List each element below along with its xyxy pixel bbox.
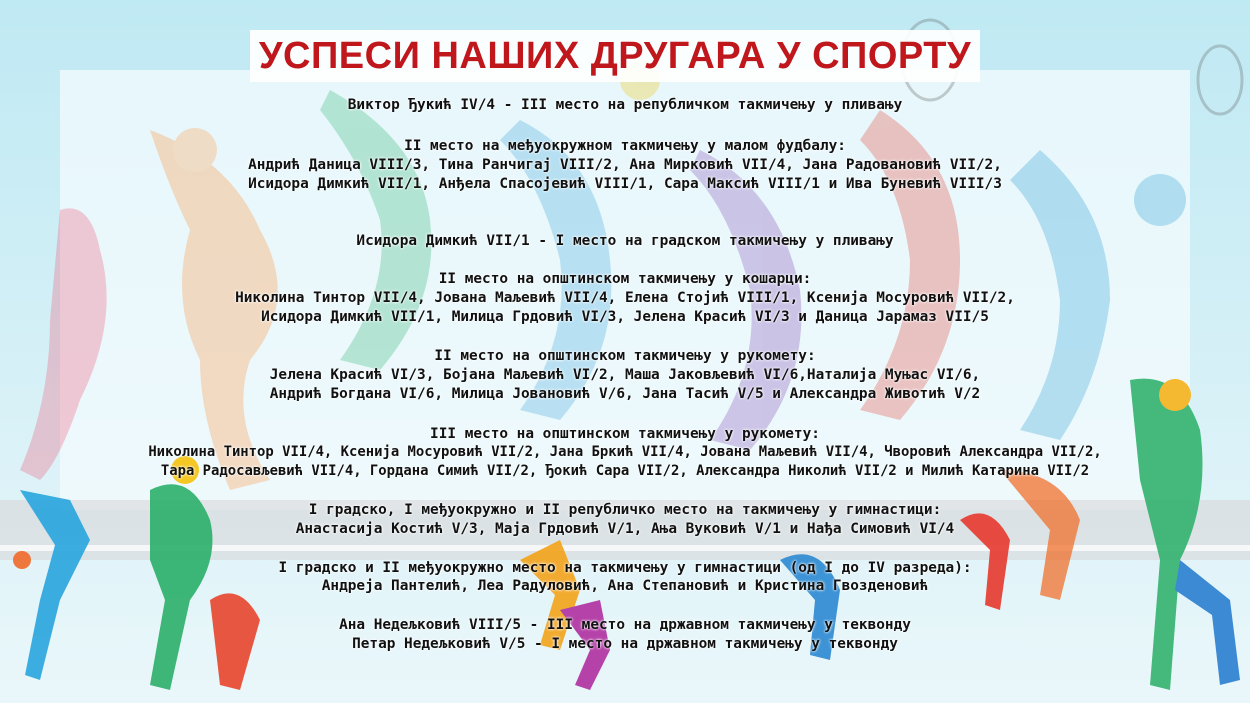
- achievement-heading: I градско и II међуокружно место на такмичењу у гимнастици (од I до IV разреда):: [278, 560, 972, 576]
- page-title: УСПЕСИ НАШИХ ДРУГАРА У СПОРТУ: [250, 30, 980, 82]
- achievement-line: Андреја Пантелић, Леа Радуловић, Ана Степановић и Кристина Гвозденовић: [321, 578, 929, 594]
- achievement-line: Андрић Даница VIII/3, Тина Ранчигај VIII/2, Ана Мирковић VII/4, Јана Радовановић VII/2,: [248, 157, 1002, 173]
- achievement-heading: III место на општинском такмичењу у рукомету:: [430, 426, 820, 442]
- achievement-line: Исидора Димкић VII/1, Анђела Спасојевић VIII/1, Сара Максић VIII/1 и Ива Буневић VIII/3: [248, 176, 1002, 192]
- achievement-line: Петар Недељковић V/5 - I место на државном такмичењу у теквонду: [352, 636, 898, 652]
- achievement-heading: II место на општинском такмичењу у кошарци:: [438, 271, 812, 287]
- achievement-line: Ана Недељковић VIII/5 - III место на државном такмичењу у теквонду: [339, 617, 911, 633]
- achievement-line: Андрић Богдана VI/6, Милица Јовановић V/6, Јана Тасић V/5 и Александра Животић V/2: [269, 386, 981, 402]
- achievement-heading: I градско, I међуокружно и II републичко место на такмичењу у гимнастици:: [308, 502, 942, 518]
- achievement-line: Николина Тинтор VII/4, Ксенија Мосуровић VII/2, Јана Бркић VII/4, Јована Маљевић VII/4, Чворовић Александра VII/2,: [148, 444, 1102, 460]
- achievement-line: Анастасија Костић V/3, Маја Грдовић V/1, Ања Вуковић V/1 и Нађа Симовић VI/4: [295, 521, 955, 537]
- achievement-line: Исидора Димкић VII/1 - I место на градском такмичењу у пливању: [356, 233, 894, 249]
- achievement-line: Тара Радосављевић VII/4, Гордана Симић VII/2, Ђокић Сара VII/2, Александра Николић VII/2 и Милић Катарина VII/2: [160, 463, 1090, 479]
- achievement-line: Николина Тинтор VII/4, Јована Маљевић VII/4, Елена Стојић VIII/1, Ксенија Мосуровић VII/2,: [235, 290, 1015, 306]
- achievement-heading: II место на општинском такмичењу у рукомету:: [434, 348, 816, 364]
- achievement-heading: II место на међуокружном такмичењу у малом фудбалу:: [404, 138, 846, 154]
- achievement-line: Виктор Ђукић IV/4 - III место на републичком такмичењу у пливању: [347, 97, 903, 113]
- achievement-line: Исидора Димкић VII/1, Милица Грдовић VI/3, Јелена Красић VI/3 и Даница Јарамаз VII/5: [261, 309, 989, 325]
- achievement-line: Јелена Красић VI/3, Бојана Маљевић VI/2, Маша Јаковљевић VI/6,Наталија Муњас VI/6,: [269, 367, 981, 383]
